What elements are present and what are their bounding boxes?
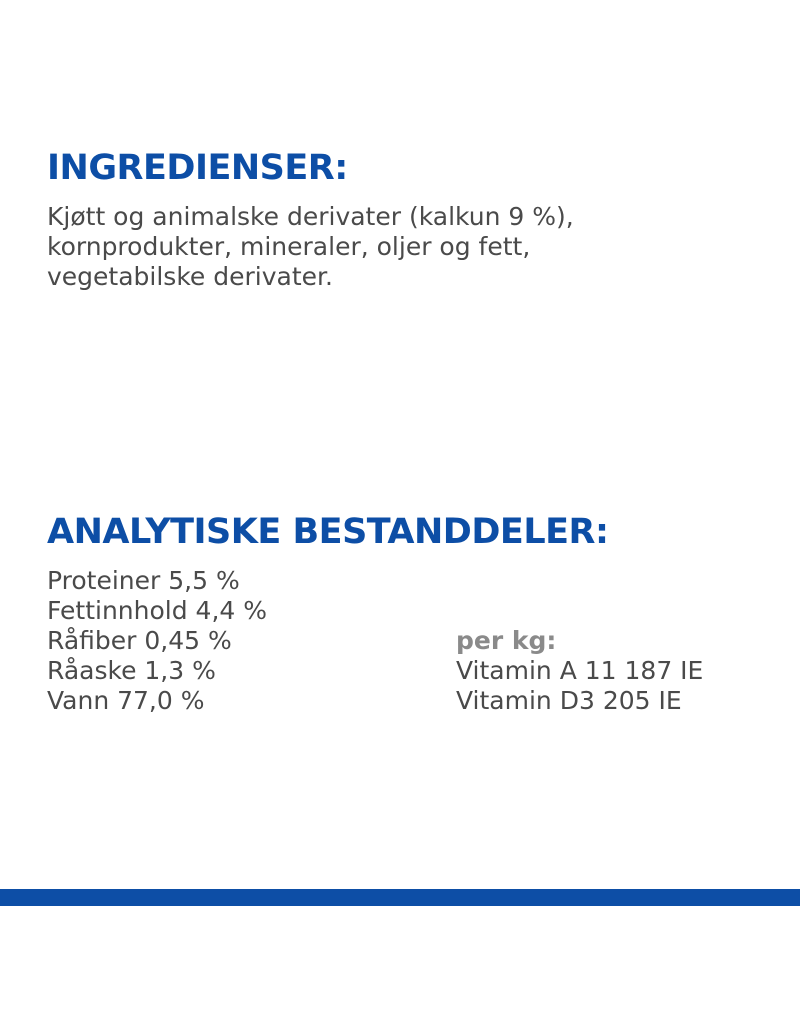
vitamin-a: Vitamin A 11 187 IE bbox=[456, 656, 704, 685]
analytics-item-ash: Råaske 1,3 % bbox=[47, 656, 216, 685]
analytics-list bbox=[47, 566, 267, 716]
ingredients-line: Kjøtt og animalske derivater (kalkun 9 %), bbox=[47, 202, 574, 231]
analytics-heading: ANALYTISKE BESTANDDELER: bbox=[47, 512, 609, 552]
vitamin-d3: Vitamin D3 205 IE bbox=[456, 686, 682, 715]
analytics-item-fiber: Råfiber 0,45 % bbox=[47, 626, 232, 655]
ingredients-line: kornprodukter, mineraler, oljer og fett, bbox=[47, 232, 531, 261]
analytics-item-protein: Proteiner 5,5 % bbox=[47, 566, 240, 595]
per-kg-label: per kg: bbox=[456, 626, 557, 655]
analytics-item-water: Vann 77,0 % bbox=[47, 686, 205, 715]
vitamins-list bbox=[456, 626, 703, 716]
ingredients-line: vegetabilske derivater. bbox=[47, 262, 333, 291]
bottom-color-band bbox=[0, 889, 800, 906]
ingredients-text bbox=[47, 202, 747, 292]
ingredients-heading: INGREDIENSER: bbox=[47, 148, 348, 188]
analytics-item-fat: Fettinnhold 4,4 % bbox=[47, 596, 267, 625]
